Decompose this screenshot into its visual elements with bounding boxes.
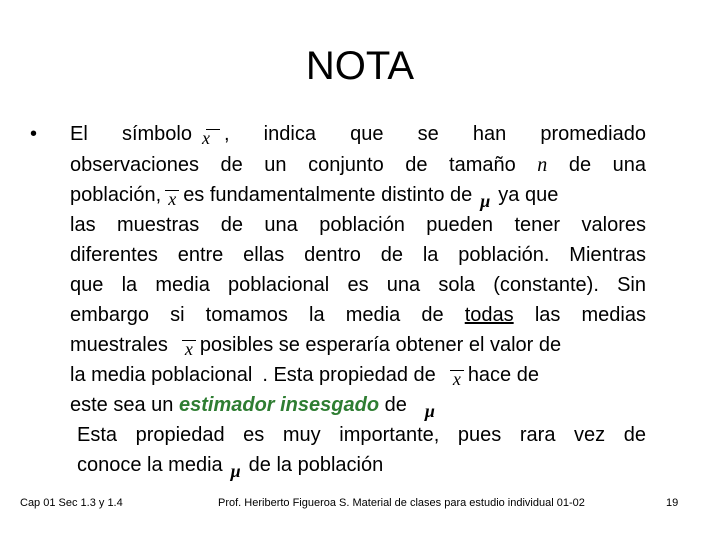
text-fragment: población, — [70, 184, 162, 206]
text-line-8 — [70, 333, 646, 357]
text-line-2 — [70, 153, 646, 177]
text-fragment: de — [384, 394, 407, 416]
mu-symbol: μ — [424, 401, 435, 421]
text-fragment: embargo si tomamos la media de — [70, 304, 444, 326]
text-fragment: este sea un — [70, 394, 174, 416]
x-bar-symbol: x — [161, 189, 183, 209]
text-line-4: las muestras de una población pueden tener valores — [70, 214, 646, 236]
text-line-11: Esta propiedad es muy importante, pues rara vez de — [77, 424, 646, 446]
text-fragment: , indica que se han promediado — [223, 123, 646, 145]
text-fragment: la media poblacional — [70, 364, 253, 386]
text-fragment: El — [70, 123, 88, 145]
x-bar-symbol: x — [178, 339, 200, 359]
text-fragment: hace de — [467, 364, 539, 386]
text-fragment: de una — [568, 154, 647, 176]
slide-title: NOTA — [305, 44, 415, 88]
text-fragment: de la población — [248, 454, 384, 476]
text-fragment: símbolo — [121, 123, 192, 145]
text-line-7 — [70, 303, 646, 327]
footer-chapter-label: Cap 01 Sec 1.3 y 1.4 — [20, 497, 123, 509]
mu-symbol: μ — [230, 461, 241, 481]
bullet-marker: • — [30, 123, 38, 145]
text-fragment: ya que — [498, 184, 559, 206]
text-line-10 — [70, 393, 646, 421]
page-number: 19 — [666, 497, 679, 509]
text-fragment: observaciones de un conjunto de tamaño — [70, 154, 516, 176]
text-fragment: conoce la media — [77, 454, 223, 476]
text-line-12 — [77, 453, 646, 481]
mu-symbol: μ — [480, 191, 491, 211]
emphasis-term: estimador insesgado — [178, 394, 380, 416]
footer-credit: Prof. Heriberto Figueroa S. Material de clases para estudio individual 01-02 — [218, 497, 585, 509]
x-bar-symbol: x — [446, 369, 468, 389]
text-fragment: muestrales — [70, 334, 168, 356]
text-fragment: posibles se esperaría obtener el valor de — [199, 334, 562, 356]
x-bar-symbol: x — [202, 128, 224, 148]
n-symbol: n — [537, 154, 548, 176]
text-line-3 — [70, 183, 646, 211]
underlined-word: todas — [464, 304, 514, 326]
text-fragment: . Esta propiedad de — [262, 364, 436, 386]
text-line-9 — [70, 363, 646, 387]
text-fragment: las medias — [534, 304, 646, 326]
text-fragment: es fundamentalmente distinto de — [183, 184, 473, 206]
text-line-6: que la media poblacional es una sola (constante). Sin — [70, 274, 646, 296]
text-line-5: diferentes entre ellas dentro de la población. Mientras — [70, 244, 646, 266]
text-line-1 — [70, 122, 646, 146]
